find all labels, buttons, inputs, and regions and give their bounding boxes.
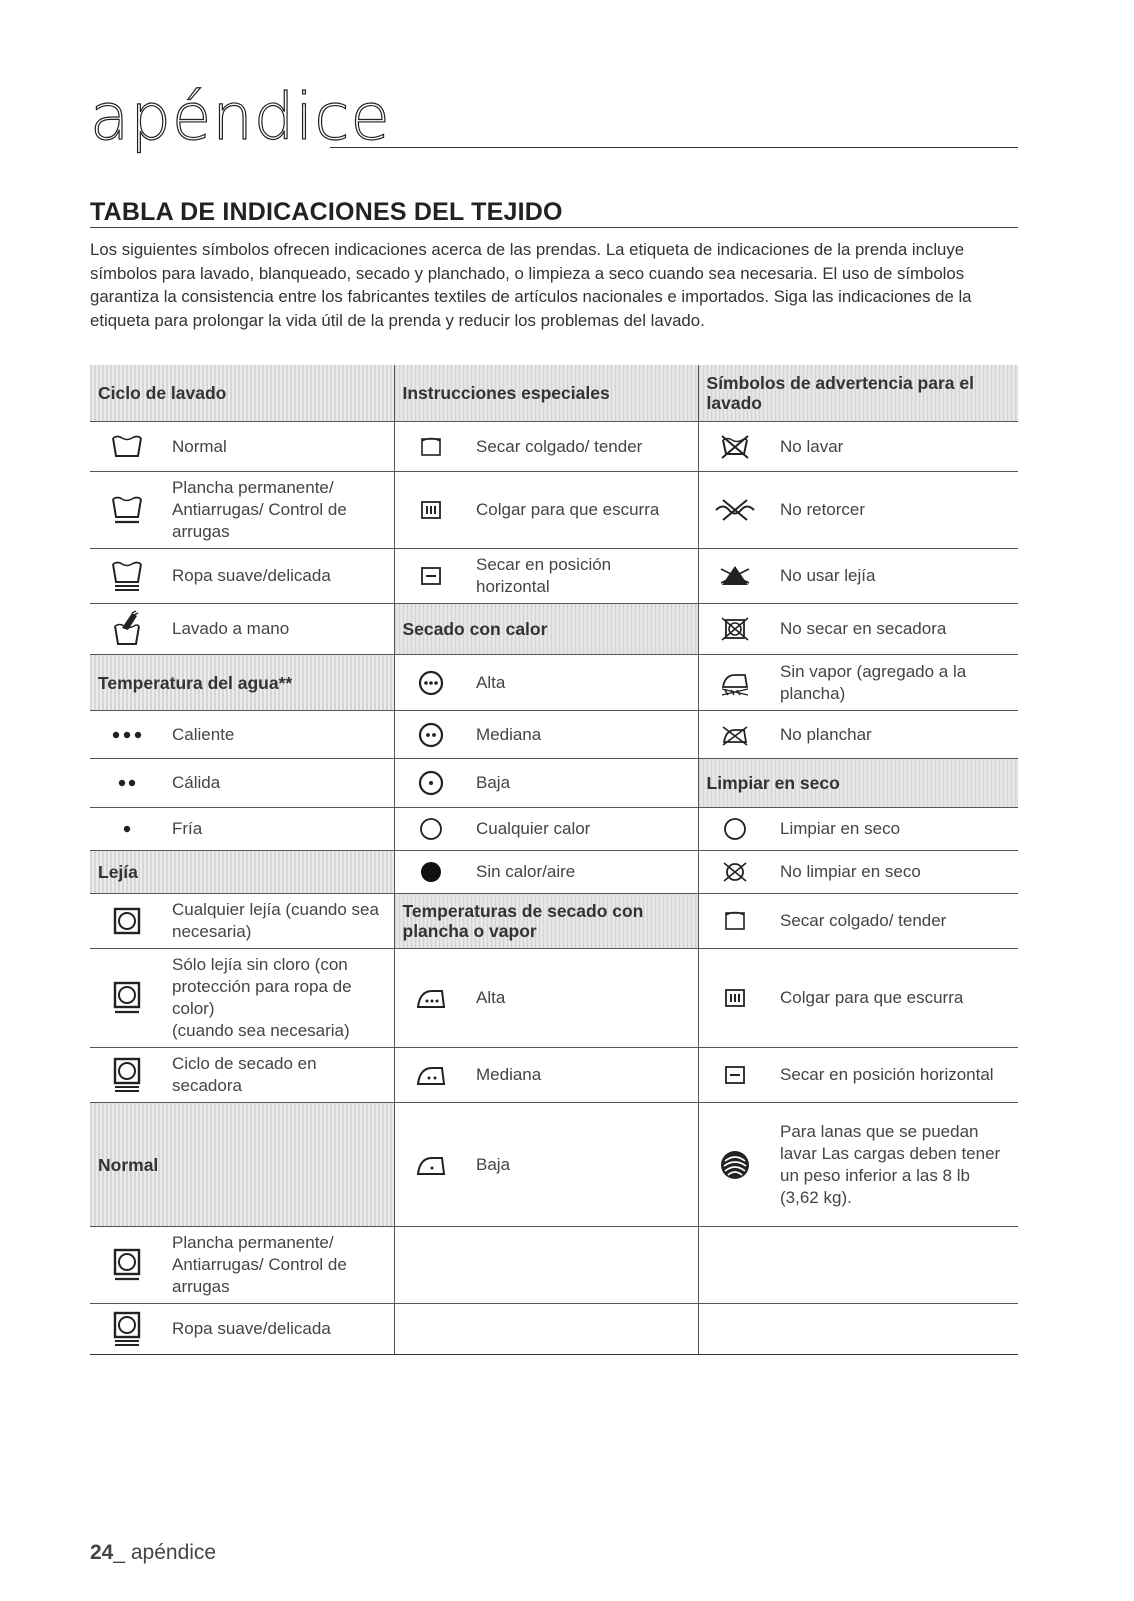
list-item: Alta	[468, 949, 698, 1048]
tumble-dry-permanent-icon	[90, 1227, 164, 1304]
tumble-dry-delicate-icon	[90, 1048, 164, 1103]
page-number: 24	[90, 1541, 114, 1564]
table-row	[90, 655, 1018, 711]
list-item: Para lanas que se puedan lavar Las cargas deben tener un peso inferior a las 8 lb (3,62 kg).	[772, 1103, 1018, 1227]
line-dry-icon	[698, 894, 772, 949]
do-not-dry-clean-icon	[698, 851, 772, 894]
table-row	[90, 1048, 1018, 1103]
list-item: No secar en secadora	[772, 604, 1018, 655]
circle-one-dot-icon	[394, 759, 468, 808]
intro-paragraph: Los siguientes símbolos ofrecen indicaciones acerca de las prendas. La etiqueta de indicaciones de la prenda incluye símbolos para lavado, blanqueado, secado y planchado, o limpieza a seco cuando sea necesaria. El uso de símbolos garantiza la consistencia entre los fabricantes textiles de artículos nacionales e importados. Siga las indicaciones de la etiqueta para prolongar la vida útil de la prenda y reducir los problemas del lavado.	[90, 240, 972, 330]
tumble-dry-permanent-icon	[90, 949, 164, 1048]
title-rule	[330, 147, 1018, 148]
section-rule	[90, 227, 1018, 228]
section-title: TABLA DE INDICACIONES DEL TEJIDO	[90, 198, 563, 226]
list-item: Mediana	[468, 711, 698, 759]
list-item: Plancha permanente/ Antiarrugas/ Control de arrugas	[164, 1227, 394, 1304]
header-instrucciones-especiales: Instrucciones especiales	[394, 365, 698, 422]
header-lejia: Lejía	[90, 851, 394, 894]
list-item: Mediana	[468, 1048, 698, 1103]
table-row	[90, 422, 1018, 472]
list-item: No planchar	[772, 711, 1018, 759]
list-item: Ciclo de secado en secadora	[164, 1048, 394, 1103]
header-secado-con-calor: Secado con calor	[394, 604, 698, 655]
list-item: No lavar	[772, 422, 1018, 472]
header-ciclo-lavado: Ciclo de lavado	[90, 365, 394, 422]
empty-cell	[772, 1304, 1018, 1355]
list-item: Alta	[468, 655, 698, 711]
iron-two-dots-icon	[394, 1048, 468, 1103]
header-temperatura-agua: Temperatura del agua**	[90, 655, 394, 711]
list-item: Cualquier calor	[468, 808, 698, 851]
table-row	[90, 711, 1018, 759]
table-row	[90, 894, 1018, 949]
wool-icon	[698, 1103, 772, 1227]
three-dots-icon	[90, 711, 164, 759]
dry-flat-icon	[394, 549, 468, 604]
header-limpiar-en-seco: Limpiar en seco	[698, 759, 1018, 808]
do-not-bleach-icon	[698, 549, 772, 604]
do-not-tumble-dry-icon	[698, 604, 772, 655]
list-item: Lavado a mano	[164, 604, 394, 655]
table-row	[90, 604, 1018, 655]
footer-section-label: _ apéndice	[113, 1541, 217, 1564]
one-dot-icon	[90, 808, 164, 851]
circle-two-dots-icon	[394, 711, 468, 759]
washtub-normal-icon	[90, 422, 164, 472]
fabric-care-table	[90, 365, 1018, 1355]
table-row	[90, 472, 1018, 549]
page-footer	[90, 1541, 216, 1565]
dry-flat-icon	[698, 1048, 772, 1103]
list-item: No usar lejía	[772, 549, 1018, 604]
header-normal: Normal	[90, 1103, 394, 1227]
list-item: Ropa suave/delicada	[164, 1304, 394, 1355]
empty-cell	[468, 1304, 698, 1355]
circle-three-dots-icon	[394, 655, 468, 711]
page-title: apéndice	[90, 81, 391, 155]
empty-cell	[394, 1227, 468, 1304]
list-item: No limpiar en seco	[772, 851, 1018, 894]
two-dots-icon	[90, 759, 164, 808]
empty-cell	[698, 1227, 772, 1304]
table-row	[90, 759, 1018, 808]
list-item: Sin vapor (agregado a la plancha)	[772, 655, 1018, 711]
list-item: Secar colgado/ tender	[772, 894, 1018, 949]
list-item: Secar colgado/ tender	[468, 422, 698, 472]
empty-circle-icon	[394, 808, 468, 851]
table-row	[90, 1227, 1018, 1304]
drip-dry-icon	[394, 472, 468, 549]
list-item: Fría	[164, 808, 394, 851]
table-row	[90, 949, 1018, 1048]
list-item: No retorcer	[772, 472, 1018, 549]
list-item: Sólo lejía sin cloro (con protección para ropa de color) (cuando sea necesaria)	[164, 949, 394, 1048]
dry-clean-icon	[698, 808, 772, 851]
do-not-wash-icon	[698, 422, 772, 472]
table-row	[90, 851, 1018, 894]
table-row	[90, 1304, 1018, 1355]
tumble-dry-delicate-icon	[90, 1304, 164, 1355]
iron-three-dots-icon	[394, 949, 468, 1048]
list-item: Plancha permanente/ Antiarrugas/ Control de arrugas	[164, 472, 394, 549]
table-row	[90, 365, 1018, 422]
washtub-delicate-icon	[90, 549, 164, 604]
list-item: Secar en posición horizontal	[468, 549, 698, 604]
list-item: Colgar para que escurra	[468, 472, 698, 549]
list-item: Baja	[468, 759, 698, 808]
iron-one-dot-icon	[394, 1103, 468, 1227]
do-not-iron-icon	[698, 711, 772, 759]
list-item: Secar en posición horizontal	[772, 1048, 1018, 1103]
list-item: Colgar para que escurra	[772, 949, 1018, 1048]
table-row	[90, 549, 1018, 604]
filled-circle-icon	[394, 851, 468, 894]
do-not-wring-icon	[698, 472, 772, 549]
line-dry-icon	[394, 422, 468, 472]
list-item: Baja	[468, 1103, 698, 1227]
list-item: Sin calor/aire	[468, 851, 698, 894]
list-item: Limpiar en seco	[772, 808, 1018, 851]
table-row	[90, 808, 1018, 851]
washtub-permanent-press-icon	[90, 472, 164, 549]
no-steam-icon	[698, 655, 772, 711]
empty-cell	[698, 1304, 772, 1355]
empty-cell	[394, 1304, 468, 1355]
drip-dry-icon	[698, 949, 772, 1048]
empty-cell	[468, 1227, 698, 1304]
list-item: Cálida	[164, 759, 394, 808]
empty-cell	[772, 1227, 1018, 1304]
hand-wash-icon	[90, 604, 164, 655]
tumble-dry-icon	[90, 894, 164, 949]
table-row	[90, 1103, 1018, 1227]
list-item: Cualquier lejía (cuando sea necesaria)	[164, 894, 394, 949]
list-item: Normal	[164, 422, 394, 472]
header-simbolos-advertencia: Símbolos de advertencia para el lavado	[698, 365, 1018, 422]
list-item: Caliente	[164, 711, 394, 759]
header-temperaturas-plancha: Temperaturas de secado con plancha o vapor	[394, 894, 698, 949]
list-item: Ropa suave/delicada	[164, 549, 394, 604]
